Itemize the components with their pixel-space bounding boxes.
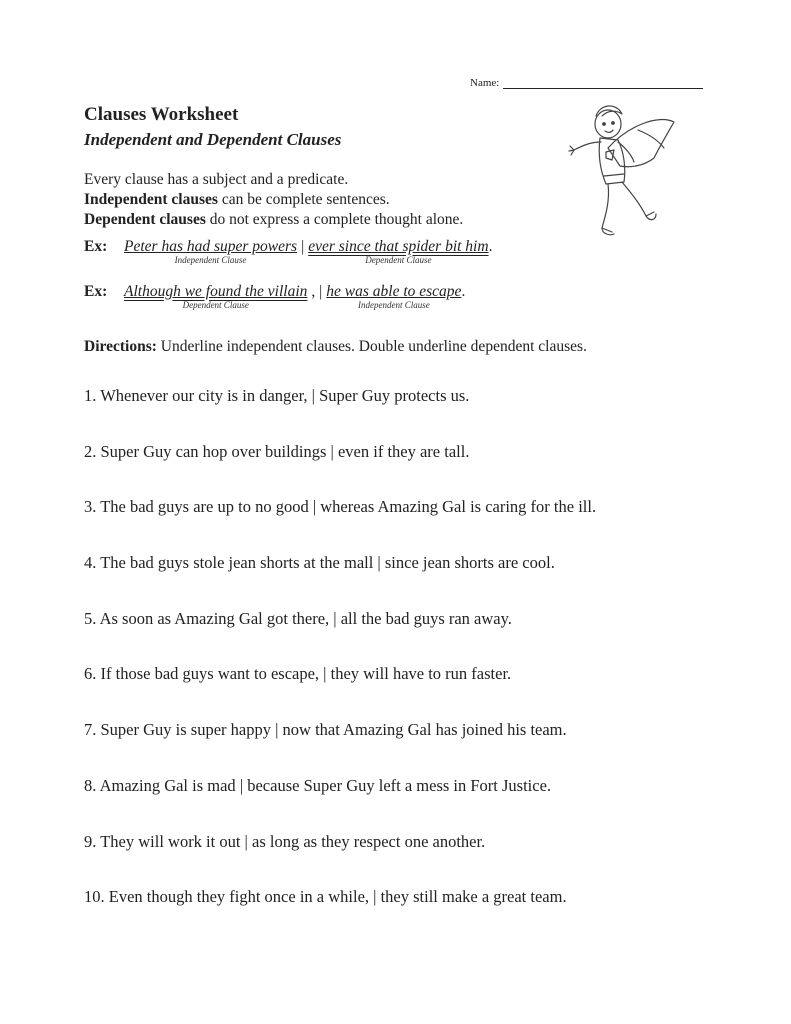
intro-line-2-rest: can be complete sentences. [217,191,390,208]
example-1-first-text: Peter has had super powers [124,238,298,255]
example-2-second-caption: Independent Clause [357,300,430,310]
question-item[interactable]: 8. Amazing Gal is mad | because Super Guy left a mess in Fort Justice. [84,775,552,795]
example-1 [84,238,493,265]
question-item[interactable]: 5. As soon as Amazing Gal got there, | all the bad guys ran away. [84,608,512,628]
question-item[interactable]: 2. Super Guy can hop over buildings | even if they are tall. [84,441,470,461]
example-label: Ex: [84,238,108,255]
example-1-second-text: ever since that spider bit him [308,238,489,255]
directions-label: Directions: [84,338,157,355]
intro-line-2 [84,190,463,210]
intro-text [84,170,463,230]
worksheet-title: Clauses Worksheet [84,104,239,125]
question-list [84,386,596,943]
example-1-end: . [488,238,493,255]
question-item[interactable]: 6. If those bad guys want to escape, | they will have to run faster. [84,664,512,684]
name-label: Name: [470,77,500,89]
intro-line-1: Every clause has a subject and a predicate. [84,171,349,188]
question-item[interactable]: 10. Even though they fight once in a while, | they still make a great team. [84,887,567,907]
question-item[interactable]: 7. Super Guy is super happy | now that Amazing Gal has joined his team. [84,720,567,740]
directions-text: Underline independent clauses. Double underline dependent clauses. [156,338,587,355]
example-label: Ex: [84,283,108,300]
name-field[interactable] [470,76,703,89]
directions [84,338,587,356]
clause-separator: | [301,238,305,255]
example-2 [84,283,466,310]
example-1-dependent-clause [308,238,489,265]
intro-term-dependent: Dependent clauses [84,211,206,228]
example-1-second-caption: Dependent Clause [365,255,432,265]
example-1-independent-clause [124,238,298,265]
example-2-dependent-clause [124,283,308,310]
worksheet-subtitle: Independent and Dependent Clauses [84,130,342,149]
example-2-first-caption: Dependent Clause [182,300,249,310]
question-item[interactable]: 9. They will work it out | as long as they respect one another. [84,831,486,851]
intro-line-3-rest: do not express a complete thought alone. [205,211,464,228]
example-2-end: . [461,283,466,300]
example-2-first-text: Although we found the villain [124,283,308,300]
superhero-illustration [568,96,678,246]
name-blank[interactable] [503,76,703,89]
clause-separator: , | [311,283,323,300]
question-item[interactable]: 4. The bad guys stole jean shorts at the mall | since jean shorts are cool. [84,553,555,573]
question-item[interactable]: 1. Whenever our city is in danger, | Super Guy protects us. [84,386,470,405]
intro-line-3 [84,210,463,230]
intro-term-independent: Independent clauses [84,191,218,208]
example-2-independent-clause [326,283,462,310]
example-2-second-text: he was able to escape [326,283,462,300]
example-1-first-caption: Independent Clause [174,255,247,265]
question-item[interactable]: 3. The bad guys are up to no good | whereas Amazing Gal is caring for the ill. [84,497,597,517]
